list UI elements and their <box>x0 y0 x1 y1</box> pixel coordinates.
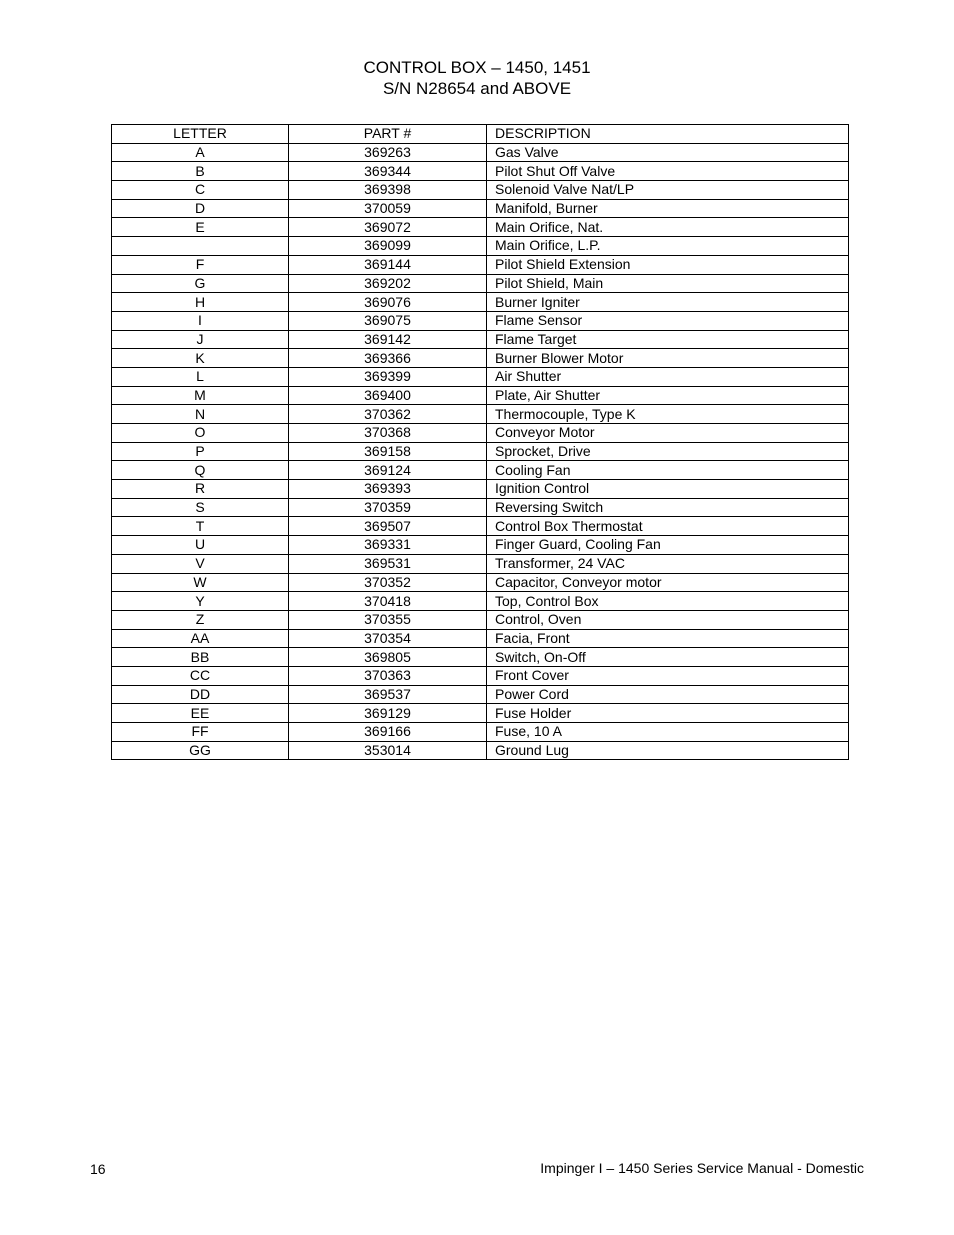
cell-part-number: 370368 <box>289 424 487 443</box>
cell-description: Main Orifice, L.P. <box>487 237 849 256</box>
cell-description: Manifold, Burner <box>487 199 849 218</box>
cell-description: Ground Lug <box>487 741 849 760</box>
table-row <box>112 648 849 667</box>
cell-part-number: 369805 <box>289 648 487 667</box>
cell-part-number: 353014 <box>289 741 487 760</box>
cell-description: Pilot Shut Off Valve <box>487 162 849 181</box>
cell-part-number: 370355 <box>289 610 487 629</box>
cell-letter: U <box>112 536 289 555</box>
table-row <box>112 386 849 405</box>
cell-description: Solenoid Valve Nat/LP <box>487 181 849 200</box>
table-row <box>112 517 849 536</box>
cell-description: Burner Blower Motor <box>487 349 849 368</box>
table-row <box>112 666 849 685</box>
cell-letter: B <box>112 162 289 181</box>
cell-letter: H <box>112 293 289 312</box>
cell-part-number: 369158 <box>289 442 487 461</box>
cell-part-number: 369393 <box>289 480 487 499</box>
cell-letter: AA <box>112 629 289 648</box>
cell-letter: N <box>112 405 289 424</box>
cell-letter: CC <box>112 666 289 685</box>
column-header-description: DESCRIPTION <box>487 125 849 144</box>
cell-part-number: 369142 <box>289 330 487 349</box>
cell-description: Gas Valve <box>487 143 849 162</box>
parts-table-body <box>112 143 849 760</box>
cell-description: Main Orifice, Nat. <box>487 218 849 237</box>
cell-letter: S <box>112 498 289 517</box>
cell-letter: EE <box>112 704 289 723</box>
cell-part-number: 369537 <box>289 685 487 704</box>
cell-letter: O <box>112 424 289 443</box>
column-header-letter: LETTER <box>112 125 289 144</box>
cell-part-number: 369400 <box>289 386 487 405</box>
cell-letter: GG <box>112 741 289 760</box>
cell-letter: G <box>112 274 289 293</box>
table-row <box>112 741 849 760</box>
cell-part-number: 370352 <box>289 573 487 592</box>
cell-description: Fuse Holder <box>487 704 849 723</box>
cell-description: Burner Igniter <box>487 293 849 312</box>
page-title-line-1: CONTROL BOX – 1450, 1451 <box>363 58 591 77</box>
table-row <box>112 199 849 218</box>
cell-description: Pilot Shield Extension <box>487 255 849 274</box>
cell-description: Capacitor, Conveyor motor <box>487 573 849 592</box>
cell-part-number: 369531 <box>289 554 487 573</box>
cell-description: Facia, Front <box>487 629 849 648</box>
cell-part-number: 369144 <box>289 255 487 274</box>
table-row <box>112 629 849 648</box>
cell-letter: J <box>112 330 289 349</box>
cell-letter: A <box>112 143 289 162</box>
cell-description: Air Shutter <box>487 367 849 386</box>
parts-table-header <box>112 125 849 144</box>
page-number: 16 <box>90 1161 106 1177</box>
table-row <box>112 218 849 237</box>
cell-description: Sprocket, Drive <box>487 442 849 461</box>
cell-part-number: 369072 <box>289 218 487 237</box>
table-row <box>112 143 849 162</box>
table-row <box>112 293 849 312</box>
cell-part-number: 370418 <box>289 592 487 611</box>
header-row <box>112 125 849 144</box>
cell-description: Reversing Switch <box>487 498 849 517</box>
table-row <box>112 162 849 181</box>
cell-letter: Y <box>112 592 289 611</box>
cell-part-number: 369099 <box>289 237 487 256</box>
parts-table <box>111 124 849 760</box>
cell-description: Power Cord <box>487 685 849 704</box>
cell-part-number: 370362 <box>289 405 487 424</box>
cell-letter: V <box>112 554 289 573</box>
cell-letter: L <box>112 367 289 386</box>
cell-part-number: 369166 <box>289 723 487 742</box>
cell-description: Conveyor Motor <box>487 424 849 443</box>
cell-part-number: 369507 <box>289 517 487 536</box>
table-row <box>112 554 849 573</box>
cell-part-number: 369366 <box>289 349 487 368</box>
table-row <box>112 349 849 368</box>
table-row <box>112 536 849 555</box>
cell-part-number: 369263 <box>289 143 487 162</box>
table-row <box>112 311 849 330</box>
cell-part-number: 369331 <box>289 536 487 555</box>
cell-description: Front Cover <box>487 666 849 685</box>
cell-part-number: 370363 <box>289 666 487 685</box>
cell-description: Control Box Thermostat <box>487 517 849 536</box>
cell-letter: W <box>112 573 289 592</box>
cell-letter: C <box>112 181 289 200</box>
cell-description: Finger Guard, Cooling Fan <box>487 536 849 555</box>
footer-manual-title: Impinger I – 1450 Series Service Manual - Domestic <box>540 1160 864 1176</box>
cell-letter: Q <box>112 461 289 480</box>
cell-letter: I <box>112 311 289 330</box>
cell-part-number: 369129 <box>289 704 487 723</box>
table-row <box>112 405 849 424</box>
cell-letter: Z <box>112 610 289 629</box>
table-row <box>112 610 849 629</box>
table-row <box>112 424 849 443</box>
cell-description: Transformer, 24 VAC <box>487 554 849 573</box>
table-row <box>112 480 849 499</box>
cell-letter: M <box>112 386 289 405</box>
table-row <box>112 461 849 480</box>
table-row <box>112 330 849 349</box>
table-row <box>112 237 849 256</box>
cell-letter: R <box>112 480 289 499</box>
cell-part-number: 369124 <box>289 461 487 480</box>
cell-letter: BB <box>112 648 289 667</box>
table-row <box>112 274 849 293</box>
cell-part-number: 369398 <box>289 181 487 200</box>
cell-description: Thermocouple, Type K <box>487 405 849 424</box>
page-title <box>0 57 954 99</box>
table-row <box>112 704 849 723</box>
cell-description: Flame Sensor <box>487 311 849 330</box>
cell-part-number: 369344 <box>289 162 487 181</box>
cell-description: Control, Oven <box>487 610 849 629</box>
cell-description: Switch, On-Off <box>487 648 849 667</box>
cell-description: Flame Target <box>487 330 849 349</box>
cell-part-number: 369202 <box>289 274 487 293</box>
cell-part-number: 369075 <box>289 311 487 330</box>
cell-letter: D <box>112 199 289 218</box>
table-row <box>112 573 849 592</box>
cell-letter: E <box>112 218 289 237</box>
table-row <box>112 367 849 386</box>
table-row <box>112 181 849 200</box>
cell-part-number: 369076 <box>289 293 487 312</box>
table-row <box>112 442 849 461</box>
cell-part-number: 370354 <box>289 629 487 648</box>
table-row <box>112 498 849 517</box>
cell-description: Ignition Control <box>487 480 849 499</box>
cell-part-number: 369399 <box>289 367 487 386</box>
table-row <box>112 723 849 742</box>
cell-letter <box>112 237 289 256</box>
table-row <box>112 685 849 704</box>
table-row <box>112 255 849 274</box>
cell-part-number: 370359 <box>289 498 487 517</box>
cell-letter: K <box>112 349 289 368</box>
cell-letter: P <box>112 442 289 461</box>
cell-description: Pilot Shield, Main <box>487 274 849 293</box>
cell-letter: T <box>112 517 289 536</box>
cell-description: Fuse, 10 A <box>487 723 849 742</box>
cell-letter: F <box>112 255 289 274</box>
cell-description: Plate, Air Shutter <box>487 386 849 405</box>
cell-letter: DD <box>112 685 289 704</box>
cell-description: Cooling Fan <box>487 461 849 480</box>
page-title-line-2: S/N N28654 and ABOVE <box>382 79 572 98</box>
cell-letter: FF <box>112 723 289 742</box>
table-row <box>112 592 849 611</box>
column-header-part: PART # <box>289 125 487 144</box>
cell-description: Top, Control Box <box>487 592 849 611</box>
cell-part-number: 370059 <box>289 199 487 218</box>
